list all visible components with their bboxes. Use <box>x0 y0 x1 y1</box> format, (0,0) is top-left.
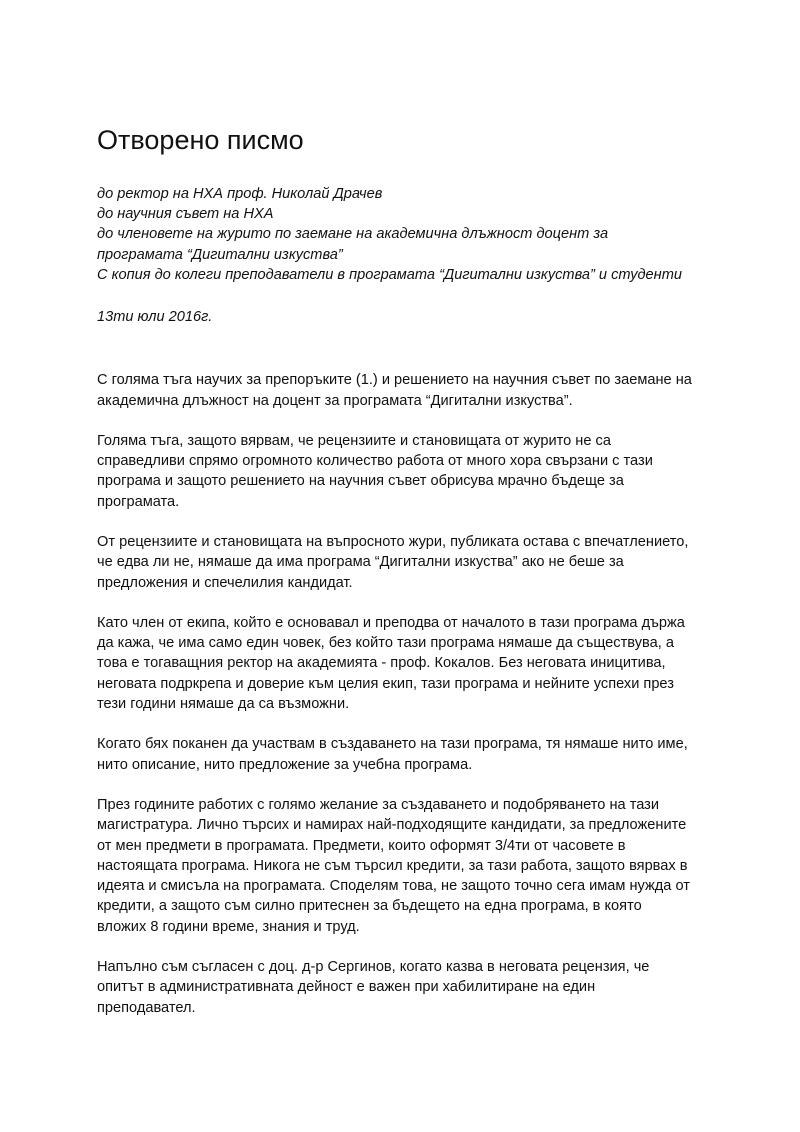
paragraph-line: опитът в административната дейност е важен при хабилитиране на един <box>97 979 596 996</box>
paragraph-line: академична длъжност на доцент за програмата “Дигитални изкуства”. <box>97 392 573 409</box>
addressee-line: до научния съвет на НХА <box>97 206 274 223</box>
addressee-line: С копия до колеги преподаватели в програмата “Дигитални изкуства” и студенти <box>97 266 682 283</box>
paragraph-line: идеята и смисъла на програмата. Споделям това, не защото точно сега имам нужда от <box>97 878 690 895</box>
paragraph-line: тези години нямаше да са възможни. <box>97 696 350 713</box>
paragraph-line: Когато бях поканен да участвам в създаването на тази програма, тя нямаше нито име, <box>97 736 688 753</box>
paragraph-line: настоящата програма. Никога не съм търсил кредити, за тази работа, защото вярвах в <box>97 857 688 874</box>
paragraph-line: вложих 8 години време, знания и труд. <box>97 918 360 935</box>
paragraph-line: от мен предмети в програмата. Предмети, които оформят 3/4ти от часовете в <box>97 837 626 854</box>
addressee-line: програмата “Дигитални изкуства” <box>97 246 343 263</box>
letter-date: 13ти юли 2016г. <box>97 309 213 326</box>
paragraph-line: С голяма тъга научих за препоръките (1.) и решението на научния съвет по заемане на <box>97 372 692 389</box>
addressee-line: до ректор на НХА проф. Николай Драчев <box>97 186 383 202</box>
paragraph-line: През годините работих с голямо желание за създаването и подобряването на тази <box>97 796 660 813</box>
paragraph <box>97 613 717 714</box>
letter-body <box>97 370 717 1018</box>
paragraph-line: преподавател. <box>97 999 196 1016</box>
letter-title: Отворено писмо <box>97 125 304 155</box>
paragraph <box>97 734 717 775</box>
paragraph-line: Голяма тъга, защото вярвам, че рецензиите и становищата от журито не са <box>97 432 611 449</box>
paragraph-line: нито описание, нито предложение за учебна програма. <box>97 756 473 773</box>
paragraph-line: това е тогаващния ректор на академията - проф. Кокалов. Без неговата иницитива, <box>97 655 666 672</box>
addressee-block <box>97 184 717 285</box>
letter-page <box>97 122 717 1038</box>
paragraph-line: предложения и спечелилия кандидат. <box>97 574 353 591</box>
paragraph-line: да кажа, че има само един човек, без който тази програма нямаше да съществува, а <box>97 635 674 652</box>
paragraph-line: програма и защото решението на научния съвет обрисува мрачно бъдеще за <box>97 473 624 490</box>
paragraph-line: програмата. <box>97 493 180 510</box>
paragraph-line: справедливи спрямо огромното количество работа от много хора свързани с тази <box>97 453 653 470</box>
paragraph <box>97 370 717 411</box>
paragraph-line: кредити, а защото съм силно притеснен за бъдещето на една програма, в която <box>97 898 642 915</box>
paragraph-line: Като член от екипа, който е основавал и преподва от началото в тази програма държа <box>97 614 685 631</box>
paragraph-line: магистратура. Лично търсих и намирах най-подходящите кандидати, за предложените <box>97 817 687 834</box>
paragraph-line: От рецензиите и становищата на въпросното жури, публиката остава с впечатлението, <box>97 534 689 550</box>
paragraph <box>97 532 717 593</box>
paragraph-line: неговата подркрепа и доверие към целия екип, тази програма и нейните успехи през <box>97 675 674 692</box>
paragraph <box>97 431 717 512</box>
paragraph <box>97 957 717 1018</box>
paragraph <box>97 795 717 937</box>
paragraph-line: Напълно съм съгласен с доц. д-р Сергинов, когато казва в неговата рецензия, че <box>97 959 650 976</box>
addressee-line: до членовете на журито по заемане на академична длъжност доцент за <box>97 226 609 243</box>
paragraph-line: че едва ли не, нямаше да има програма “Дигитални изкуства” ако не беше за <box>97 554 624 571</box>
